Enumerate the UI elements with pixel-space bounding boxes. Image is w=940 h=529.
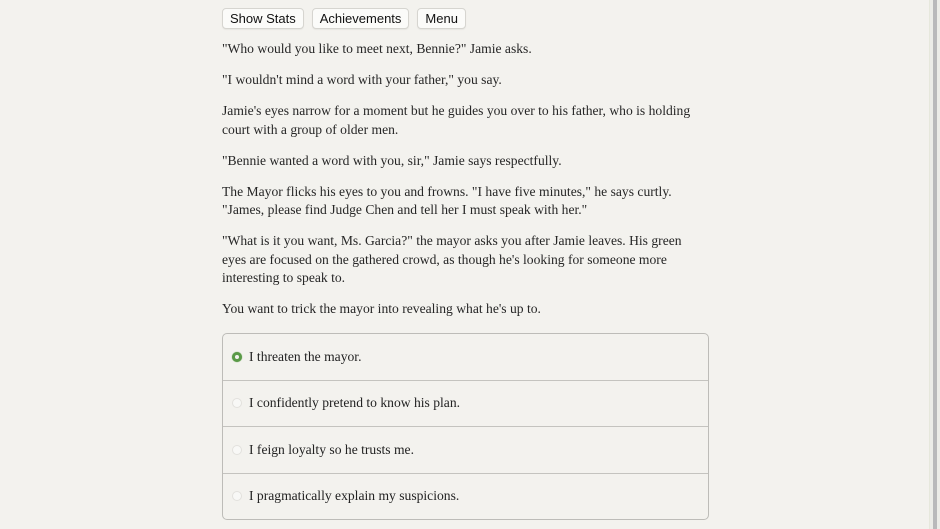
menu-button[interactable]: Menu (417, 8, 466, 29)
story-paragraph: "Bennie wanted a word with you, sir," Jamie says respectfully. (222, 152, 562, 168)
choice-list (222, 333, 709, 520)
story-paragraph: "I wouldn't mind a word with your father," you say. (222, 72, 502, 87)
radio-unselected-icon[interactable] (232, 491, 242, 501)
show-stats-button[interactable]: Show Stats (222, 8, 304, 29)
vertical-scrollbar[interactable] (929, 0, 940, 529)
story-paragraph: The Mayor flicks his eyes to you and frowns. "I have five minutes," he says curtly. "James, please find Judge Chen and tell her I must speak with her." (222, 183, 672, 217)
radio-unselected-icon[interactable] (232, 398, 242, 408)
story-paragraph: "Who would you like to meet next, Bennie?" Jamie asks. (222, 41, 532, 56)
choice-label: I threaten the mayor. (249, 348, 362, 364)
choice-label: I feign loyalty so he trusts me. (249, 441, 414, 457)
choice-option-feign-loyalty[interactable] (223, 426, 708, 473)
choice-option-explain[interactable] (223, 473, 708, 520)
choice-option-threaten[interactable] (223, 334, 708, 380)
choice-label: I pragmatically explain my suspicions. (249, 488, 460, 504)
story-paragraph: "What is it you want, Ms. Garcia?" the mayor asks you after Jamie leaves. His green eyes are focused on the gathered crowd, as though he's looking for someone more interesting to speak to. (222, 233, 682, 285)
achievements-button[interactable]: Achievements (312, 8, 410, 29)
choice-option-pretend[interactable] (223, 380, 708, 427)
scrollbar-thumb[interactable] (933, 0, 937, 529)
toolbar (222, 8, 466, 29)
radio-selected-icon[interactable] (232, 352, 242, 362)
radio-unselected-icon[interactable] (232, 445, 242, 455)
story-text (222, 40, 709, 331)
choice-label: I confidently pretend to know his plan. (249, 395, 461, 411)
story-paragraph: You want to trick the mayor into revealing what he's up to. (222, 301, 541, 316)
story-paragraph: Jamie's eyes narrow for a moment but he guides you over to his father, who is holding court with a group of older men. (222, 103, 691, 137)
